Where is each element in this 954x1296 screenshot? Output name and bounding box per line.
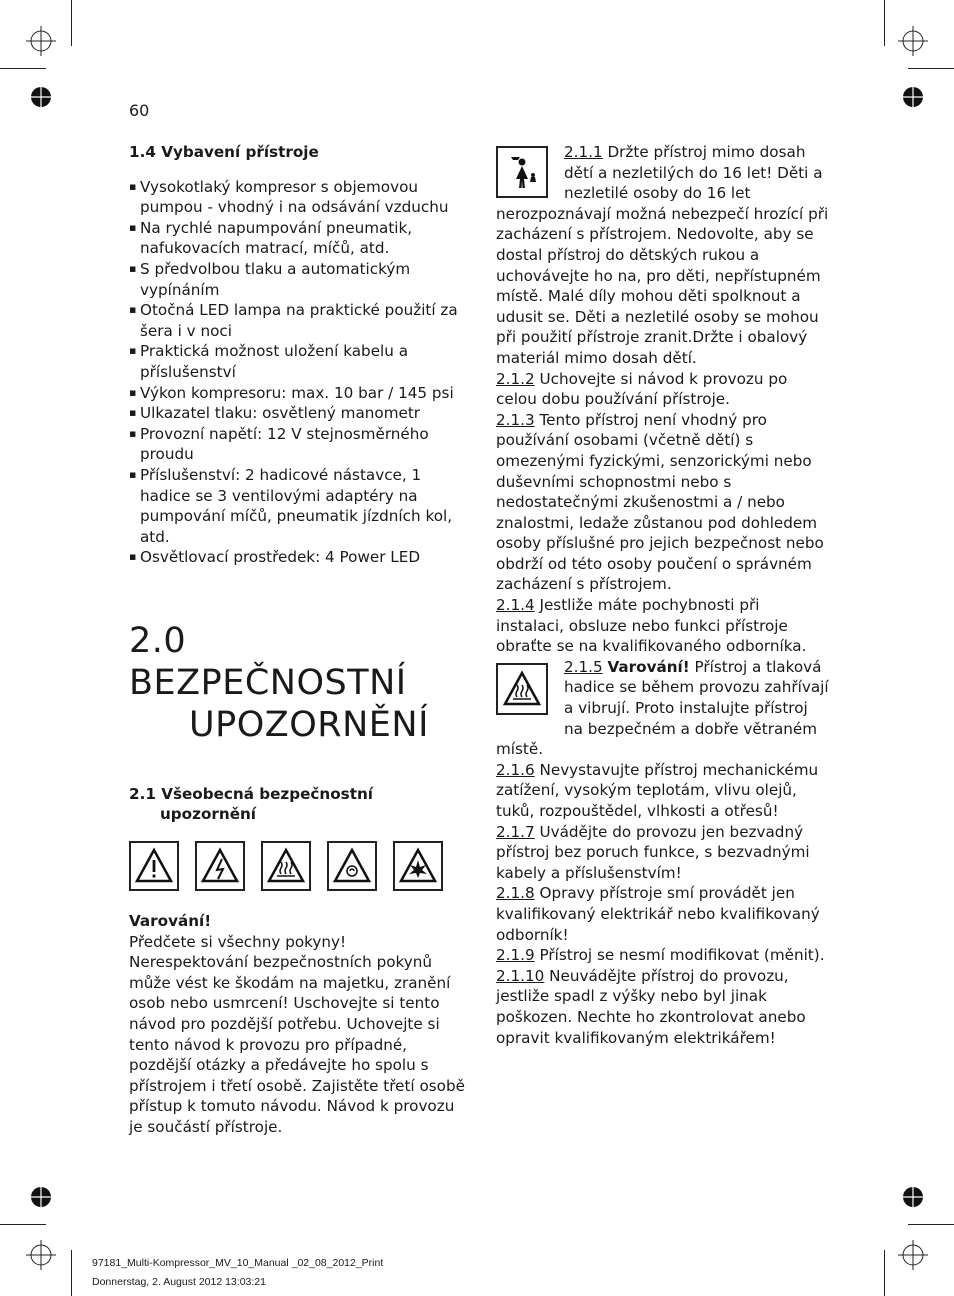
item-text: Uvádějte do provozu jen bezvadný přístroj bez poruch funkce, s bezvadnými kabely a příslušenstvím! — [496, 822, 810, 882]
item-ref: 2.1.8 — [496, 884, 535, 903]
item-text: Držte přístroj mimo dosah dětí a nezletilých do 16 let! Děti a nezletilé osoby do 16 let nerozpoznávají možná nebezpečí hrozící při zacházení s přístrojem. Nedovolte, aby se dostal přístroj do dětských rukou a uchovávejte ho na, pro děti, nepřístupném místě. Malé díly mohou děti spolknout a udusit se. Děti a nezletilé osoby se mohou při použití přístroje zranit.Držte i obalový materiál mimo dosah dětí. — [496, 143, 829, 367]
print-slug-filename: 97181_Multi-Kompressor_MV_10_Manual _02_08_2012_Print — [92, 1257, 384, 1269]
subsection-heading-line2: upozornění — [160, 805, 257, 824]
page-number: 60 — [129, 101, 150, 120]
hot-surface-warning-icon — [496, 663, 548, 715]
registration-dot-icon — [30, 1186, 52, 1208]
item-ref: 2.1.2 — [496, 369, 535, 388]
explosion-icon — [393, 841, 443, 891]
list-item: ▪ Otočná LED lampa na praktické použití za šera i v noci — [129, 300, 469, 341]
item-2-1-9 — [496, 945, 831, 966]
rotating-parts-icon — [327, 841, 377, 891]
item-2-1-2 — [496, 369, 831, 410]
registration-target-icon — [26, 1240, 56, 1270]
item-ref: 2.1.7 — [496, 822, 535, 841]
subsection-heading — [129, 784, 469, 825]
left-column — [129, 142, 469, 1138]
features-list — [129, 177, 469, 568]
item-text: Opravy přístroje smí provádět jen kvalifikovaný elektrikář nebo kvalifikovaný odborník! — [496, 884, 820, 944]
item-ref: 2.1.10 — [496, 966, 545, 985]
list-item: ▪ Provozní napětí: 12 V stejnosměrného proudu — [129, 424, 469, 465]
item-2-1-6 — [496, 760, 831, 822]
registration-dot-icon — [902, 86, 924, 108]
item-bold: Varování! — [607, 657, 690, 676]
item-text: Uchovejte si návod k provozu po celou dobu používání přístroje. — [496, 369, 788, 409]
registration-target-icon — [898, 26, 928, 56]
section-title — [129, 620, 469, 746]
item-text: Jestliže máte pochybnosti při instalaci, obsluze nebo funkci přístroje obraťte se na kvalifikovaného odborníka. — [496, 596, 807, 656]
keep-away-from-children-icon — [496, 146, 548, 198]
features-heading: 1.4 Vybavení přístroje — [129, 143, 319, 161]
registration-target-icon — [898, 1240, 928, 1270]
list-item: ▪ Ulkazatel tlaku: osvětlený manometr — [129, 403, 469, 424]
item-ref: 2.1.9 — [496, 946, 535, 965]
list-item: ▪ Na rychlé napumpování pneumatik, nafukovacích matrací, míčů, atd. — [129, 218, 469, 259]
item-2-1-4 — [496, 595, 831, 657]
item-text: Tento přístroj není vhodný pro používání osobami (včetně dětí) s omezenými fyzickými, senzorickými nebo duševními schopnostmi nebo s nedostatečnými zkušenostmi a / nebo znalostmi, ledaže zůstanou pod dohledem osoby příslušné pro jejich bezpečnost nebo obdrží od této osoby poučení o správném zacházení s přístrojem. — [496, 410, 824, 594]
subsection-heading-line1: 2.1 Všeobecná bezpečnostní — [129, 784, 373, 803]
warning-title: Varování! — [129, 912, 212, 931]
print-slug-date: Donnerstag, 2. August 2012 13:03:21 — [92, 1276, 266, 1288]
item-ref: 2.1.1 — [564, 143, 603, 161]
section-title-line1: 2.0 BEZPEČNOSTNÍ — [129, 620, 407, 703]
item-text: Přístroj a tlaková hadice se během provozu zahřívají a vibrují. Proto instalujte přístroj na bezpečném a dobře větraném místě. — [496, 657, 829, 759]
item-text: Nevystavujte přístroj mechanickému zatížení, vysokým teplotám, vlivu olejů, tuků, rozpouštědel, vlhkosti a otřesů! — [496, 760, 819, 820]
list-item: ▪ Osvětlovací prostředek: 4 Power LED — [129, 547, 469, 568]
item-ref: 2.1.5 — [564, 657, 603, 676]
warning-icons-row — [129, 841, 469, 891]
list-item: ▪ Praktická možnost uložení kabelu a příslušenství — [129, 341, 469, 382]
item-2-1-8 — [496, 883, 831, 945]
warning-triangle-icon — [129, 841, 179, 891]
item-2-1-10 — [496, 966, 831, 1048]
item-text: Přístroj se nesmí modifikovat (měnit). — [534, 946, 825, 965]
registration-target-icon — [26, 26, 56, 56]
item-text: Neuvádějte přístroj do provozu, jestliže spadl z výšky nebo byl jinak poškozen. Nechte ho zkontrolovat anebo opravit kvalifikovaným elektrikářem! — [496, 966, 806, 1047]
item-2-1-7 — [496, 822, 831, 884]
hot-surface-icon — [261, 841, 311, 891]
list-item: ▪ S předvolbou tlaku a automatickým vypínáním — [129, 259, 469, 300]
list-item: ▪ Příslušenství: 2 hadicové nástavce, 1 hadice se 3 ventilovými adaptéry na pumpování míčů, pneumatik jízdních kol, atd. — [129, 465, 469, 547]
warning-paragraph: Předčete si všechny pokyny! Nerespektování bezpečnostních pokynů může vést ke škodám na majetku, zranění osob nebo usmrcení! Uschovejte si tento návod pro pozdější potřebu. Uchovejte si tento návod k provozu pro případné, pozdější otázky a předávejte ho spolu s přístrojem i třetí osobě. Zajistěte třetí osobě přístup k tomuto návodu. Návod k provozu je součástí přístroje. — [129, 932, 465, 1136]
item-ref: 2.1.6 — [496, 760, 535, 779]
registration-dot-icon — [30, 86, 52, 108]
item-2-1-3 — [496, 410, 831, 595]
electric-shock-icon — [195, 841, 245, 891]
section-title-line2: UPOZORNĚNÍ — [189, 704, 429, 745]
item-ref: 2.1.4 — [496, 596, 535, 615]
registration-dot-icon — [902, 1186, 924, 1208]
item-ref: 2.1.3 — [496, 410, 535, 429]
right-column — [496, 142, 831, 1048]
list-item: ▪ Vysokotlaký kompresor s objemovou pumpou - vhodný i na odsávání vzduchu — [129, 177, 469, 218]
list-item: ▪ Výkon kompresoru: max. 10 bar / 145 psi — [129, 383, 469, 404]
